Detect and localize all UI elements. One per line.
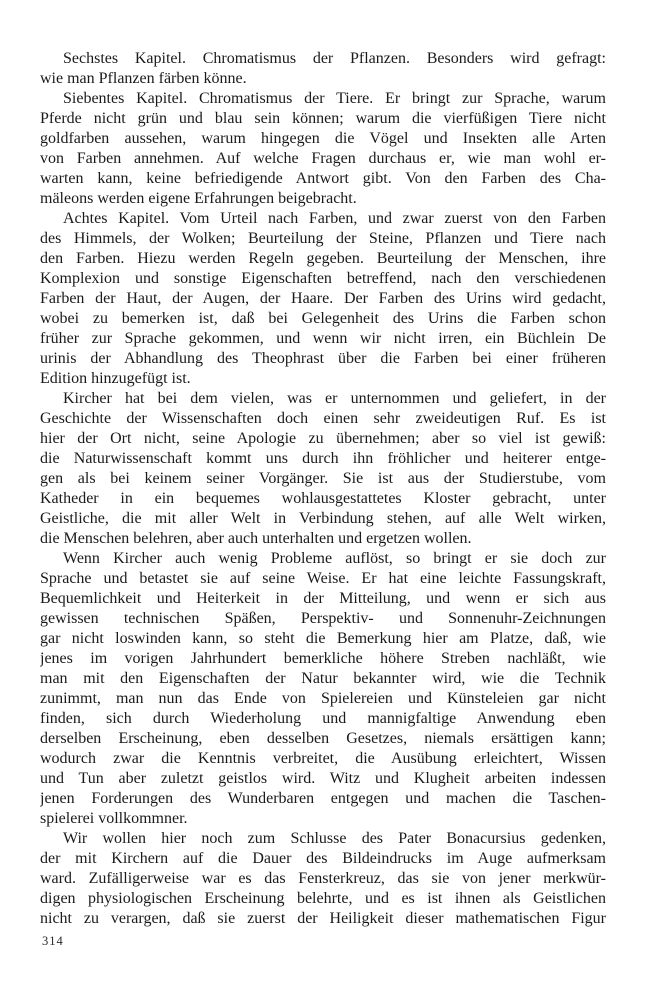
text-line: wodurch zwar die Kenntnis verbreitet, die Ausübung erleichtert, Wissen [40,750,606,767]
text-line: gar nicht loswinden kann, so steht die Bemerkung hier am Platze, daß, wie [40,630,606,647]
text-line: Achtes Kapitel. Vom Urteil nach Farben, und zwar zuerst von den Farben [63,210,606,227]
text-line: Wir wollen hier noch zum Schlusse des Pater Bonacursius gedenken, [63,830,606,847]
text-line: Bequemlichkeit und Heiterkeit in der Mitteilung, und wenn er sich aus [40,590,606,607]
text-line: Sechstes Kapitel. Chromatismus der Pflanzen. Besonders wird gefragt: [63,50,606,67]
text-line: gewissen technischen Späßen, Perspektiv- und Sonnenuhr-Zeichnungen [40,610,606,627]
paragraph-achtes-kapitel [40,209,606,389]
text-line: Kircher hat bei dem vielen, was er unternommen und geliefert, in der [63,390,606,407]
text-line: Pferde nicht grün und blau sein können; warum die vierfüßigen Tiere nicht [40,110,606,127]
paragraph-siebentes-kapitel [40,89,606,209]
text-line: Sprache und betastet sie auf seine Weise. Er hat eine leichte Fassungskraft, [40,570,606,587]
text-line: die Naturwissenschaft kommt uns durch ihn fröhlicher und heiterer entge- [40,450,606,467]
text-line: jenen Forderungen des Wunderbaren entgegen und machen die Taschen- [40,790,606,807]
text-line: gen als bei keinem seiner Vorgänger. Sie ist aus der Studierstube, vom [40,470,606,487]
text-line: nicht zu verargen, daß sie zuerst der Heiligkeit dieser mathematischen Figur [40,910,606,927]
text-line: des Himmels, der Wolken; Beurteilung der Steine, Pflanzen und Tiere nach [40,230,606,247]
text-line: Komplexion und sonstige Eigenschaften betreffend, nach den verschiedenen [40,270,606,287]
text-line: den Farben. Hiezu werden Regeln gegeben. Beurteilung der Menschen, ihre [40,250,606,267]
text-line: Geschichte der Wissenschaften doch einen sehr zweideutigen Ruf. Es ist [40,410,606,427]
text-block [40,49,606,929]
text-line: früher zur Sprache gekommen, und wenn wir nicht irren, ein Büchlein De [40,330,606,347]
text-line: jenes im vorigen Jahrhundert bemerkliche höhere Streben nachläßt, wie [40,650,606,667]
text-line: derselben Erscheinung, eben desselben Gesetzes, niemals ersättigen kann; [40,730,606,747]
text-line: Farben der Haut, der Augen, der Haare. Der Farben des Urins wird gedacht, [40,290,606,307]
text-line: man mit den Eigenschaften der Natur bekannter wird, wie die Technik [40,670,606,687]
text-line: wie man Pflanzen färben könne. [40,70,247,87]
text-line: und Tun aber zuletzt geistlos wird. Witz und Klugheit arbeiten indessen [40,770,606,787]
text-line: zunimmt, man nun das Ende von Spielereien und Künsteleien gar nicht [40,690,606,707]
text-line: von Farben annehmen. Auf welche Fragen durchaus er, wie man wohl er- [40,150,606,167]
text-line: Edition hinzugefügt ist. [40,370,191,387]
text-line: goldfarben aussehen, warum hingegen die Vögel und Insekten alle Arten [40,130,606,147]
page-number: 314 [42,934,64,948]
text-line: warten kann, keine befriedigende Antwort gibt. Von den Farben des Cha- [40,170,606,187]
text-line: digen physiologischen Erscheinung belehrte, und es ist ihnen als Geistlichen [40,890,606,907]
text-line: spielerei vollkommner. [40,810,188,827]
text-line: der mit Kirchern auf die Dauer des Bildeindrucks im Auge aufmerksam [40,850,606,867]
text-line: wobei zu bemerken ist, daß bei Gelegenheit des Urins die Farben schon [40,310,606,327]
text-line: die Menschen belehren, aber auch unterhalten und ergetzen wollen. [40,530,472,547]
paragraph-kircher-ruf [40,389,606,549]
text-line: Geistliche, die mit aller Welt in Verbindung stehen, auf alle Welt wirken, [40,510,606,527]
paragraph-pater-bonacursius [40,829,606,929]
text-line: Katheder in ein bequemes wohlausgestattetes Kloster gebracht, unter [40,490,606,507]
text-line: finden, sich durch Wiederholung und mannigfaltige Anwendung eben [40,710,606,727]
text-line: Wenn Kircher auch wenig Probleme auflöst, so bringt er sie doch zur [63,550,606,567]
text-line: Siebentes Kapitel. Chromatismus der Tiere. Er bringt zur Sprache, warum [63,90,606,107]
paragraph-kircher-probleme [40,549,606,829]
paragraph-sechstes-kapitel [40,49,606,89]
text-line: hier der Ort nicht, seine Apologie zu übernehmen; aber so viel ist gewiß: [40,430,606,447]
text-line: ward. Zufälligerweise war es das Fensterkreuz, das sie von jener merkwür- [40,870,606,887]
text-line: mäleons werden eigene Erfahrungen beigebracht. [40,190,357,207]
text-line: urinis der Abhandlung des Theophrast über die Farben bei einer früheren [40,350,606,367]
